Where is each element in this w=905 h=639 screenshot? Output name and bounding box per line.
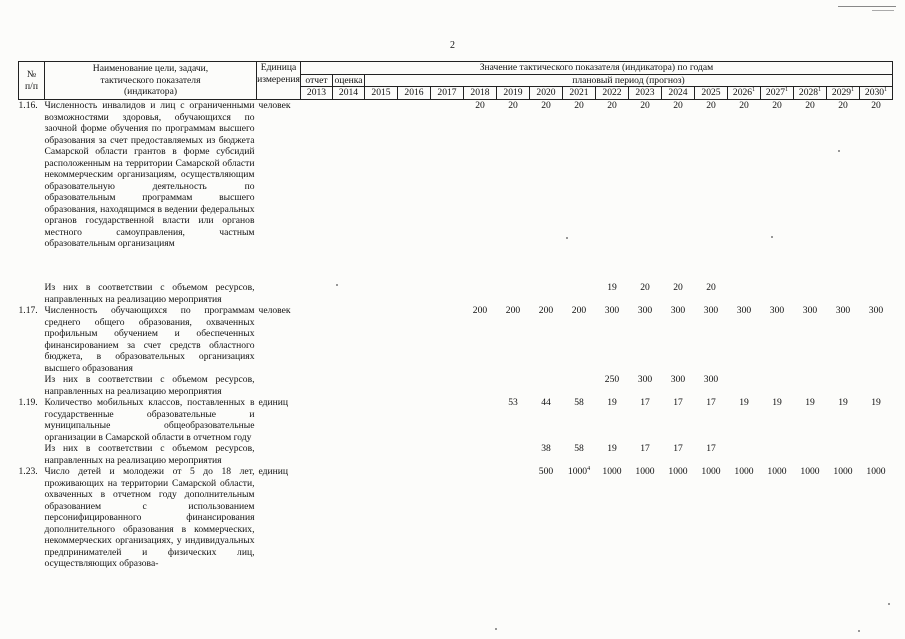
row-text: Число детей и молодежи от 5 до 18 лет, проживающих на территории Самарской области, охваченных в отчетном году дополнительным образованием с использованием персонифицированного финансирования дополнительного образования в коммерческих, некоммерческих организациях, у индивидуальных предпринимателей и физических лиц, осуществляющих образова- [44,466,255,569]
row-unit: человек [258,100,291,111]
value-cell [365,100,398,283]
value-cell [530,374,563,397]
scan-speck [858,630,860,632]
value-cell: 20 [574,100,584,111]
header-year: 2027$^1$ [761,87,794,100]
value-cell: 200 [538,305,554,316]
value-cell: 1000 [866,466,886,477]
header-year: 2016 [398,87,431,100]
value-cell [497,443,530,466]
header-year: 2014 [333,87,365,100]
value-cell [827,374,860,397]
row-text: Численность обучающихся по программам среднего общего образования, охваченных профильным обучением и обеспеченных финансированием за счет средств областного бюджета, в образовательных организациях высшего образования [44,305,255,374]
value-cell: 200 [571,305,587,316]
value-cell: 300 [736,305,752,316]
value-cell: 20 [607,100,617,111]
value-cell [398,443,431,466]
value-cell: 1000 [602,466,622,477]
header-year: 2024 [662,87,695,100]
value-cell [431,397,464,443]
value-cell: 500 [538,466,554,477]
value-cell: 300 [637,374,653,385]
value-cell: 19 [607,443,617,454]
value-cell [365,397,398,443]
value-cell: 300 [604,305,620,316]
value-cell: 38 [541,443,551,454]
value-cell [398,282,431,305]
value-cell [464,282,497,305]
value-cell [464,374,497,397]
row-subtext: Из них в соответствии с объемом ресурсов, направленных на реализацию мероприятия [44,282,255,305]
value-cell: 17 [673,397,683,408]
value-cell: 20 [673,100,683,111]
value-cell: 1000 [668,466,688,477]
row-index: 1.17. [18,305,38,316]
value-cell [333,443,365,466]
value-cell: 250 [604,374,620,385]
row-unit: единиц [258,466,289,477]
value-cell: 1000 [734,466,754,477]
scan-mark-line [872,10,894,11]
value-cell: 20 [871,100,881,111]
value-cell [333,397,365,443]
value-cell: 19 [607,397,617,408]
row-text: Количество мобильных классов, поставленных в государственные образовательные и муниципальные общеобразовательные организации в Самарской области в отчетном году [44,397,255,443]
value-cell [301,282,333,305]
header-plan-period: плановый период (прогноз) [365,74,893,87]
row-text: Численность инвалидов и лиц с ограниченными возможностями здоровья, обучающихся по заочной форме обучения по программам высшего образования за счет предоставляемых из бюджета Самарской области грантов в форме субсидий расположенным на территории Самарской области некоммерческим организациям, осуществляющим образовательную деятельность по образовательным программам высшего образования, находящимся в ведении федеральных органов государственной власти или органов местного самоуправления, частным образовательным организациям [44,100,255,249]
value-cell [761,282,794,305]
value-cell [860,374,893,397]
value-cell [333,305,365,374]
header-num: № п/п [19,62,45,100]
value-cell: 20 [838,100,848,111]
table-row [19,466,893,570]
header-year: 2021 [563,87,596,100]
header-name: Наименование цели, задачи, тактического показателя (индикатора) [45,62,257,100]
value-cell [464,466,497,570]
value-cell [398,397,431,443]
value-cell [365,443,398,466]
value-cell: 20 [541,100,551,111]
value-cell: 17 [673,443,683,454]
scan-speck [336,284,338,286]
scan-speck [566,237,568,239]
value-cell [365,374,398,397]
value-cell: 20 [706,282,716,293]
value-cell: 300 [868,305,884,316]
value-cell: 20 [739,100,749,111]
header-unit: Единица измерения [257,62,301,100]
value-cell: 20 [673,282,683,293]
value-cell [301,466,333,570]
footnote-mark: 4 [587,465,591,472]
value-cell: 1000 [833,466,853,477]
row-index: 1.19. [18,397,38,408]
value-cell: 19 [871,397,881,408]
table-subrow [19,374,893,397]
value-cell: 17 [706,397,716,408]
value-cell [728,443,761,466]
header-year: 2023 [629,87,662,100]
value-cell [398,100,431,283]
value-cell [365,282,398,305]
header-year: 2020 [530,87,563,100]
value-cell: 300 [703,305,719,316]
value-cell [398,466,431,570]
value-cell [333,374,365,397]
value-cell: 17 [706,443,716,454]
value-cell: 17 [640,397,650,408]
value-cell [563,374,596,397]
value-cell [860,282,893,305]
header-estimate: оценка [334,74,363,86]
value-cell: 200 [505,305,521,316]
value-cell: 20 [508,100,518,111]
value-cell [431,374,464,397]
header-year: 2018 [464,87,497,100]
value-cell: 58 [574,397,584,408]
value-cell: 200 [472,305,488,316]
value-cell [431,305,464,374]
value-cell: 19 [739,397,749,408]
header-report: отчет [301,74,333,87]
value-cell: 19 [805,397,815,408]
value-cell [728,282,761,305]
value-cell [301,305,333,374]
value-cell [728,374,761,397]
row-unit: человек [258,305,291,316]
table-row [19,397,893,443]
value-cell [761,374,794,397]
value-cell: 20 [805,100,815,111]
value-cell: 20 [640,282,650,293]
header-year: 2028$^1$ [794,87,827,100]
scan-mark-line [838,6,896,7]
value-cell [431,466,464,570]
scan-speck [838,150,840,152]
value-cell [301,100,333,283]
value-cell: 300 [637,305,653,316]
value-cell: 20 [640,100,650,111]
header-year: 2030$^1$ [860,87,893,100]
value-cell [365,305,398,374]
value-cell [530,282,563,305]
value-cell [860,443,893,466]
value-cell: 1000 [767,466,787,477]
value-cell: 20 [475,100,485,111]
table-subrow [19,282,893,305]
scan-speck [495,628,497,630]
value-cell [464,443,497,466]
header-year: 2015 [365,87,398,100]
scan-speck [888,603,890,605]
row-subtext: Из них в соответствии с объемом ресурсов, направленных на реализацию мероприятия [44,374,255,397]
value-cell [794,282,827,305]
row-unit: единиц [258,397,289,408]
header-year: 2025 [695,87,728,100]
value-cell: 1000$^4$ [567,465,591,477]
value-cell [497,374,530,397]
value-cell [497,282,530,305]
header-year: 2019 [497,87,530,100]
value-cell: 20 [772,100,782,111]
header-year: 2017 [431,87,464,100]
value-cell [431,100,464,283]
page-number: 2 [450,40,455,51]
value-cell: 300 [802,305,818,316]
value-cell [431,282,464,305]
value-cell [301,374,333,397]
value-cell [431,443,464,466]
value-cell: 300 [670,305,686,316]
header-year: 2013 [301,87,333,100]
value-cell [761,443,794,466]
value-cell [827,282,860,305]
value-cell [333,100,365,283]
value-cell: 19 [607,282,617,293]
value-cell: 44 [541,397,551,408]
table-subrow [19,443,893,466]
header-year: 2029$^1$ [827,87,860,100]
value-cell: 53 [508,397,518,408]
value-cell: 19 [772,397,782,408]
value-cell [365,466,398,570]
value-cell: 17 [640,443,650,454]
value-cell [794,374,827,397]
value-cell: 300 [703,374,719,385]
header-year: 2022 [596,87,629,100]
scan-speck [771,236,773,238]
row-subtext: Из них в соответствии с объемом ресурсов, направленных на реализацию мероприятия [44,443,255,466]
value-cell [301,397,333,443]
value-cell [333,466,365,570]
value-cell [464,397,497,443]
value-cell [794,443,827,466]
value-cell [497,466,530,570]
value-cell: 58 [574,443,584,454]
value-cell: 20 [706,100,716,111]
value-cell: 1000 [701,466,721,477]
value-cell [827,443,860,466]
row-index: 1.23. [18,466,38,477]
value-cell: 19 [838,397,848,408]
header-year: 2026$^1$ [728,87,761,100]
table-row [19,305,893,374]
value-cell [301,443,333,466]
table-row [19,100,893,283]
value-cell [398,374,431,397]
value-cell: 300 [835,305,851,316]
value-cell: 300 [769,305,785,316]
value-cell [398,305,431,374]
indicator-table [18,61,893,570]
header-values-group: Значение тактического показателя (индикатора) по годам [301,62,893,75]
value-cell [563,282,596,305]
value-cell: 300 [670,374,686,385]
row-index: 1.16. [18,100,38,111]
value-cell: 1000 [800,466,820,477]
value-cell: 1000 [635,466,655,477]
